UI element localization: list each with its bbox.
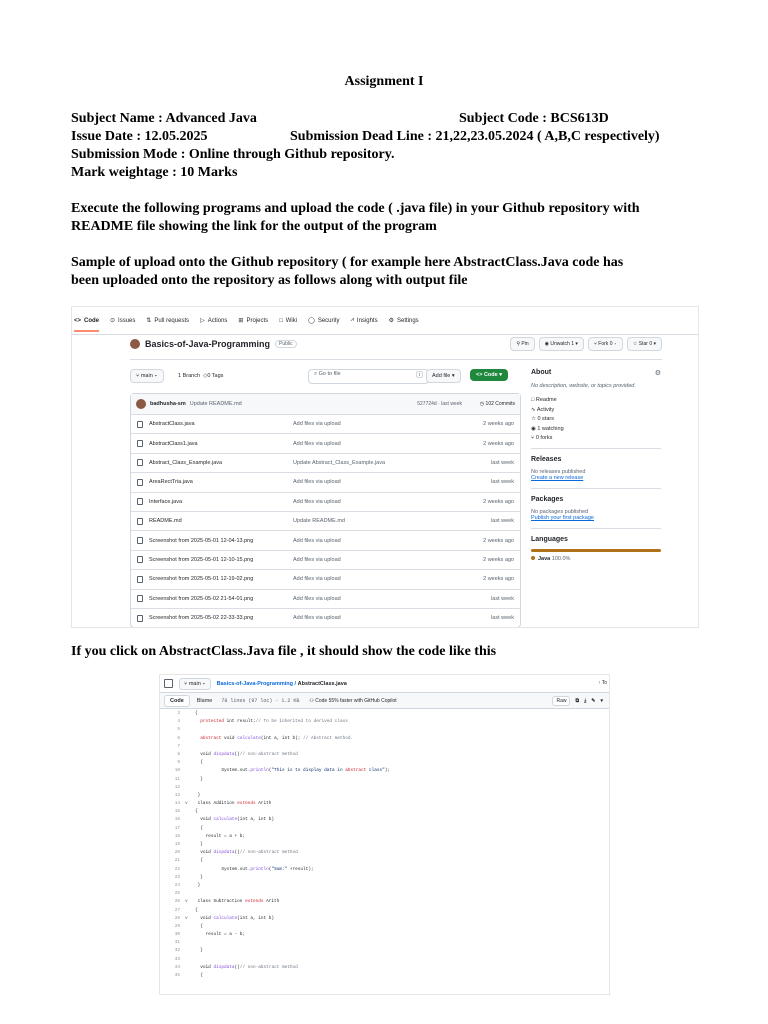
code-line: [160, 816, 609, 824]
search-icon: ⌕: [314, 371, 319, 377]
gear-icon: ⚙: [388, 318, 394, 324]
file-commit-time: 2 weeks ago: [483, 576, 514, 583]
line-number[interactable]: 21: [174, 858, 180, 864]
code-line: [160, 743, 609, 751]
subject-name: Subject Name : Advanced Java: [71, 111, 257, 126]
tab-projects[interactable]: ⊞ Projects: [238, 317, 269, 324]
file-name[interactable]: Screenshot from 2025-05-01 12-04-13.png: [149, 537, 254, 544]
code-body: [160, 709, 609, 980]
visibility-badge: Public: [275, 340, 297, 348]
code-line: [160, 800, 609, 808]
graph-icon: ⩘: [350, 317, 354, 323]
code-file-header: [160, 692, 609, 709]
divider: [531, 448, 661, 449]
issue-icon: ⊙: [110, 318, 116, 324]
file-commit-time: last week: [491, 479, 514, 486]
file-icon: [137, 440, 143, 447]
breadcrumb: [217, 681, 347, 687]
line-number[interactable]: 11: [174, 776, 180, 782]
file-icon: [137, 576, 143, 583]
issue-date: Issue Date : 12.05.2025: [71, 129, 208, 144]
file-commit-message[interactable]: Update Abstract_Class_Example.java: [293, 459, 386, 466]
about-description: No description, website, or topics provided.: [531, 383, 636, 389]
file-commit-time: last week: [491, 615, 514, 622]
line-number[interactable]: 12: [174, 784, 180, 790]
code-text: {: [195, 760, 203, 766]
publish-package-link[interactable]: Publish your first package: [531, 515, 594, 521]
line-number[interactable]: 13: [174, 792, 180, 798]
code-line: [160, 718, 609, 726]
branch-count[interactable]: 1 Branch: [178, 373, 201, 379]
line-number[interactable]: 33: [174, 956, 180, 962]
raw-button[interactable]: Raw: [552, 696, 570, 706]
copilot-icon: ⚇: [309, 697, 316, 704]
line-number[interactable]: 3: [177, 711, 180, 716]
fold-chevron-icon[interactable]: v: [185, 899, 188, 905]
packages-heading[interactable]: Packages: [531, 496, 564, 503]
code-line: [160, 849, 609, 857]
code-line: [160, 915, 609, 923]
file-row[interactable]: [131, 531, 520, 550]
add-file-button[interactable]: Add file ▾: [426, 369, 461, 383]
line-number[interactable]: 15: [174, 809, 180, 815]
top-link[interactable]: ↑ To: [597, 680, 607, 686]
fold-chevron-icon[interactable]: v: [185, 915, 188, 921]
line-number[interactable]: 7: [177, 743, 180, 749]
about-heading: About: [531, 369, 552, 376]
instruction-1-line-2: README file showing the link for the output of the program: [71, 219, 437, 234]
file-commit-message[interactable]: Add files via upload: [293, 576, 341, 583]
line-number[interactable]: 17: [174, 825, 180, 831]
file-commit-time: 2 weeks ago: [483, 537, 514, 544]
code-text: {: [195, 711, 198, 716]
forks-link[interactable]: ⑂ 0 forks: [531, 435, 553, 441]
line-number[interactable]: 6: [177, 735, 180, 741]
instruction-3: If you click on AbstractClass.Java file , it should show the code like this: [71, 644, 497, 659]
latest-commit: [131, 394, 520, 415]
line-number[interactable]: 18: [174, 833, 180, 839]
file-icon: [137, 459, 143, 466]
eye-icon: ◉: [531, 425, 538, 432]
tab-pull-requests[interactable]: ⇅ Pull requests: [146, 317, 190, 324]
line-number[interactable]: 4: [177, 719, 180, 725]
line-number[interactable]: 35: [174, 973, 180, 978]
commit-count[interactable]: ◷ 102 Commits: [479, 401, 515, 407]
breadcrumb-separator: /: [293, 680, 298, 687]
file-name[interactable]: Screenshot from 2025-05-02 21-54-01.png: [149, 595, 254, 602]
releases-empty: No releases published: [531, 469, 586, 475]
file-row[interactable]: [131, 590, 520, 609]
code-line: [160, 972, 609, 980]
instruction-2-line-1: Sample of upload onto the Github repository ( for example here AbstractClass.Java code has: [71, 255, 624, 270]
branch-select[interactable]: ⑂ main ▾: [179, 678, 211, 690]
code-text: {: [195, 907, 198, 913]
file-row[interactable]: [131, 512, 520, 531]
line-number[interactable]: 22: [174, 866, 180, 872]
code-line: [160, 923, 609, 931]
code-text: System.out.println("Sum:" +result);: [195, 866, 314, 872]
tab-code[interactable]: <> Code: [74, 318, 99, 332]
code-line: [160, 898, 609, 906]
star-icon: ☆: [531, 416, 538, 422]
code-line: [160, 956, 609, 964]
chevron-down-icon: ▾: [499, 372, 502, 378]
language-bar: [531, 549, 661, 552]
file-icon: [137, 615, 143, 622]
packages-empty: No packages published: [531, 509, 589, 515]
chevron-down-icon: ▾: [451, 373, 455, 379]
assignment-title: Assignment I: [344, 74, 424, 89]
code-text: {: [195, 973, 203, 978]
code-line: [160, 833, 609, 841]
code-line: [160, 882, 609, 890]
code-text: void calculate(int a, int b): [195, 817, 275, 823]
code-text: result = a - b;: [195, 932, 246, 938]
code-line: [160, 947, 609, 955]
repo-nav: [72, 307, 698, 335]
about-sidebar: [531, 369, 661, 562]
file-commit-time: 2 weeks ago: [483, 421, 514, 428]
repo-screenshot: [71, 306, 699, 628]
code-text: }: [195, 792, 201, 798]
releases-heading[interactable]: Releases: [531, 456, 562, 463]
file-commit-time: last week: [491, 518, 514, 525]
code-breadcrumb-bar: [160, 675, 609, 692]
repo-actions: [510, 337, 662, 351]
line-number[interactable]: 32: [174, 948, 180, 954]
code-line: [160, 931, 609, 939]
code-line: [160, 735, 609, 743]
code-line: [160, 825, 609, 833]
breadcrumb-file: AbstractClass.java: [297, 680, 347, 687]
branch-icon: ⑂: [184, 680, 189, 687]
file-commit-time: 2 weeks ago: [483, 440, 514, 447]
code-line: [160, 726, 609, 734]
file-icon: [137, 595, 143, 602]
code-text: }: [195, 776, 203, 782]
divider: [130, 359, 662, 360]
stars-link[interactable]: ☆ 0 stars: [531, 416, 554, 422]
subject-code: Subject Code : BCS613D: [459, 111, 609, 126]
copilot-hint[interactable]: ⚇ Code 55% faster with GitHub Copilot: [309, 697, 397, 704]
fork-icon: ⑂: [593, 341, 599, 347]
commit-user[interactable]: badhusha-sm: [150, 401, 186, 407]
file-info: 78 lines (97 loc) · 1.2 KB: [221, 697, 300, 704]
file-commit-message[interactable]: Add files via upload: [293, 479, 341, 486]
pulse-icon: ∿: [531, 406, 537, 413]
shield-icon: ◯: [308, 318, 315, 324]
file-actions: [552, 696, 603, 706]
fork-button[interactable]: ⑂ Fork 0 ▾: [588, 337, 623, 351]
go-to-file-input[interactable]: ⌕ Go to file t: [308, 369, 429, 384]
divider: [531, 528, 661, 529]
tab-security[interactable]: ◯ Security: [308, 317, 340, 324]
tab-blame[interactable]: Blame: [196, 697, 213, 704]
copy-icon[interactable]: ⧉: [575, 697, 580, 704]
code-line: [160, 907, 609, 915]
pin-icon: ⚲: [516, 341, 522, 347]
language-dot: [531, 556, 535, 560]
file-commit-message[interactable]: Add files via upload: [293, 440, 341, 447]
file-icon: [137, 421, 143, 428]
code-text: }: [195, 874, 203, 880]
chevron-down-icon: ▾: [154, 373, 158, 379]
code-text: class Addition extends Arith: [195, 801, 272, 807]
code-screenshot: [159, 674, 610, 995]
line-number[interactable]: 24: [174, 882, 180, 888]
file-icon: [137, 556, 143, 563]
play-icon: ▷: [200, 318, 205, 324]
code-text: {: [195, 923, 203, 929]
line-number[interactable]: 8: [177, 751, 180, 757]
line-number[interactable]: 34: [174, 964, 180, 970]
code-line: [160, 890, 609, 898]
code-text: {: [195, 809, 198, 815]
file-commit-message[interactable]: Add files via upload: [293, 421, 341, 428]
chevron-down-icon: ▾: [575, 341, 578, 347]
tab-actions[interactable]: ▷ Actions: [200, 317, 228, 324]
code-line: [160, 710, 609, 718]
fork-icon: ⑂: [531, 435, 536, 441]
line-number[interactable]: 19: [174, 842, 180, 847]
code-text: void dispdata()// non-abstract method: [195, 850, 298, 856]
file-commit-message[interactable]: Add files via upload: [293, 615, 341, 622]
tab-issues[interactable]: ⊙ Issues: [110, 317, 136, 324]
file-row[interactable]: [131, 454, 520, 473]
code-line: [160, 874, 609, 882]
code-text: System.out.println("This is to display data in abstract class");: [195, 768, 391, 774]
tab-insights[interactable]: ⩘ Insights: [350, 317, 378, 324]
pull-request-icon: ⇅: [146, 318, 152, 324]
code-line: [160, 866, 609, 874]
line-number[interactable]: 20: [174, 850, 180, 856]
code-text: {: [195, 825, 203, 831]
file-row[interactable]: [131, 493, 520, 512]
file-name[interactable]: Screenshot from 2025-05-01 12-19-02.png: [149, 576, 254, 583]
readme-link[interactable]: □ Readme: [531, 397, 557, 403]
code-text: void calculate(int a, int b): [195, 915, 275, 921]
code-text: result = a + b;: [195, 833, 246, 839]
code-button[interactable]: <> Code ▾: [470, 369, 508, 381]
line-number[interactable]: 29: [174, 923, 180, 929]
instruction-1-line-1: Execute the following programs and upload the code ( .java file) in your Github repository with: [71, 201, 640, 216]
avatar[interactable]: [136, 399, 146, 409]
line-number[interactable]: 30: [174, 932, 180, 938]
tab-settings[interactable]: ⚙ Settings: [388, 317, 419, 324]
code-line: [160, 857, 609, 865]
avatar[interactable]: [130, 339, 140, 349]
code-text: abstract void calculate(int a, int b); // Abstract method.: [200, 735, 354, 741]
branch-select[interactable]: ⑂ main ▾: [130, 369, 164, 383]
chevron-down-icon: ▾: [653, 341, 656, 347]
code-icon: <>: [74, 317, 82, 324]
file-icon: [137, 537, 143, 544]
activity-link[interactable]: ∿ Activity: [531, 406, 555, 413]
code-line: [160, 767, 609, 775]
file-name[interactable]: Screenshot from 2025-05-01 12-10-15.png: [149, 556, 254, 563]
branch-icon: ⑂: [136, 373, 141, 379]
chevron-down-icon[interactable]: ▾: [600, 697, 603, 704]
submission-deadline: Submission Dead Line : 21,22,23.05.2024 ( A,B,C respectively): [290, 129, 660, 144]
line-number[interactable]: 31: [174, 940, 180, 946]
languages-heading: Languages: [531, 536, 568, 543]
file-name[interactable]: AbstractClass.java: [149, 421, 195, 428]
tag-icon: ◇: [203, 373, 208, 379]
file-icon: [137, 479, 143, 486]
file-row[interactable]: [131, 415, 520, 434]
file-name[interactable]: AbstractClass1.java: [149, 440, 198, 447]
download-icon[interactable]: ⤓: [584, 697, 587, 704]
file-row[interactable]: [131, 434, 520, 453]
chevron-down-icon: ▾: [613, 341, 617, 347]
code-line: [160, 841, 609, 849]
code-line: [160, 751, 609, 759]
book-icon: □: [279, 317, 283, 324]
shortcut-key: t: [416, 371, 423, 378]
sidebar-toggle-icon[interactable]: [164, 679, 173, 688]
line-number[interactable]: 25: [174, 891, 180, 897]
code-text: }: [195, 882, 201, 888]
line-number[interactable]: 10: [174, 768, 180, 774]
file-name[interactable]: Screenshot from 2025-05-02 22-33-33.png: [149, 615, 254, 622]
code-text: {: [195, 858, 203, 864]
code-text: protected int result;// To be inherited to derived class: [200, 719, 348, 725]
file-commit-time: last week: [491, 459, 514, 466]
commit-message[interactable]: Update README.md: [189, 401, 242, 407]
file-commit-time: 2 weeks ago: [483, 556, 514, 563]
file-table: [130, 393, 521, 628]
code-line: [160, 964, 609, 972]
code-text: }: [195, 842, 203, 847]
code-text: void dispdata()// non-abstract method: [195, 964, 298, 970]
create-release-link[interactable]: Create a new release: [531, 475, 584, 481]
code-text: class Subtraction extends Arith: [195, 899, 280, 905]
file-commit-message[interactable]: Add files via upload: [293, 595, 341, 602]
fold-chevron-icon[interactable]: v: [185, 801, 188, 807]
file-name[interactable]: Interface.java: [149, 498, 183, 505]
star-icon: ☆: [632, 341, 639, 347]
line-number[interactable]: 5: [177, 727, 180, 733]
line-number[interactable]: 9: [177, 760, 180, 766]
book-icon: □: [531, 397, 536, 403]
breadcrumb-repo-link[interactable]: Basics-of-Java-Programming: [216, 680, 294, 687]
file-icon: [137, 518, 143, 525]
line-number[interactable]: 26: [174, 899, 180, 905]
file-row[interactable]: [131, 609, 520, 627]
file-commit-message[interactable]: Update README.md: [293, 518, 345, 525]
code-line: [160, 759, 609, 767]
file-commit-message[interactable]: Add files via upload: [293, 556, 341, 563]
line-number[interactable]: 23: [174, 874, 180, 880]
code-text: }: [195, 948, 203, 954]
code-line: [160, 792, 609, 800]
line-number[interactable]: 16: [174, 817, 180, 823]
pin-button[interactable]: ⚲ Pin: [510, 337, 534, 351]
code-line: [160, 808, 609, 816]
repo-name[interactable]: Basics-of-Java-Programming: [145, 339, 271, 349]
divider: [531, 488, 661, 489]
file-row[interactable]: [131, 551, 520, 570]
table-icon: ⊞: [238, 318, 244, 324]
code-text: void dispdata()// non-abstract method: [195, 751, 298, 757]
gear-icon[interactable]: ⚙: [654, 370, 661, 377]
star-button[interactable]: ☆ Star 0 ▾: [627, 337, 662, 351]
file-row[interactable]: [131, 473, 520, 492]
history-icon: ◷: [479, 401, 486, 407]
file-name[interactable]: README.md: [149, 518, 182, 525]
file-commit-message[interactable]: Add files via upload: [293, 537, 341, 544]
line-number[interactable]: 14: [174, 801, 180, 807]
watching-link[interactable]: ◉ 1 watching: [531, 425, 564, 432]
code-line: [160, 784, 609, 792]
branch-tag-meta: [178, 373, 223, 379]
file-icon: [137, 498, 143, 505]
code-icon: <>: [476, 372, 484, 378]
unwatch-button[interactable]: ◉ Unwatch 1 ▾: [539, 337, 584, 351]
submission-mode: Submission Mode : Online through Github repository.: [71, 147, 395, 162]
code-line: [160, 939, 609, 947]
chevron-down-icon: ▾: [202, 680, 206, 687]
file-commit-time: last week: [491, 595, 514, 602]
tag-count[interactable]: 0 Tags: [207, 373, 224, 379]
file-row[interactable]: [131, 570, 520, 589]
line-number[interactable]: 27: [174, 907, 180, 913]
mark-weightage: Mark weightage : 10 Marks: [71, 165, 238, 180]
file-commit-time: 2 weeks ago: [483, 498, 514, 505]
file-commit-message[interactable]: Add files via upload: [293, 498, 341, 505]
file-name[interactable]: Abstract_Class_Example.java: [149, 459, 223, 466]
instruction-2-line-2: been uploaded onto the repository as follows along with output file: [71, 273, 468, 288]
line-number[interactable]: 28: [174, 915, 180, 921]
repo-header: [130, 339, 297, 349]
edit-icon[interactable]: ✎: [591, 697, 596, 704]
commit-hash[interactable]: 527724d · last week: [417, 401, 462, 407]
tab-code[interactable]: Code: [164, 695, 190, 707]
file-toolbar: [130, 369, 519, 385]
file-name[interactable]: AreaRectTria.java: [149, 479, 193, 486]
tab-wiki[interactable]: □ Wiki: [279, 317, 298, 324]
code-line: [160, 776, 609, 784]
language-item[interactable]: Java 100.0%: [531, 556, 661, 562]
eye-icon: ◉: [544, 341, 551, 347]
